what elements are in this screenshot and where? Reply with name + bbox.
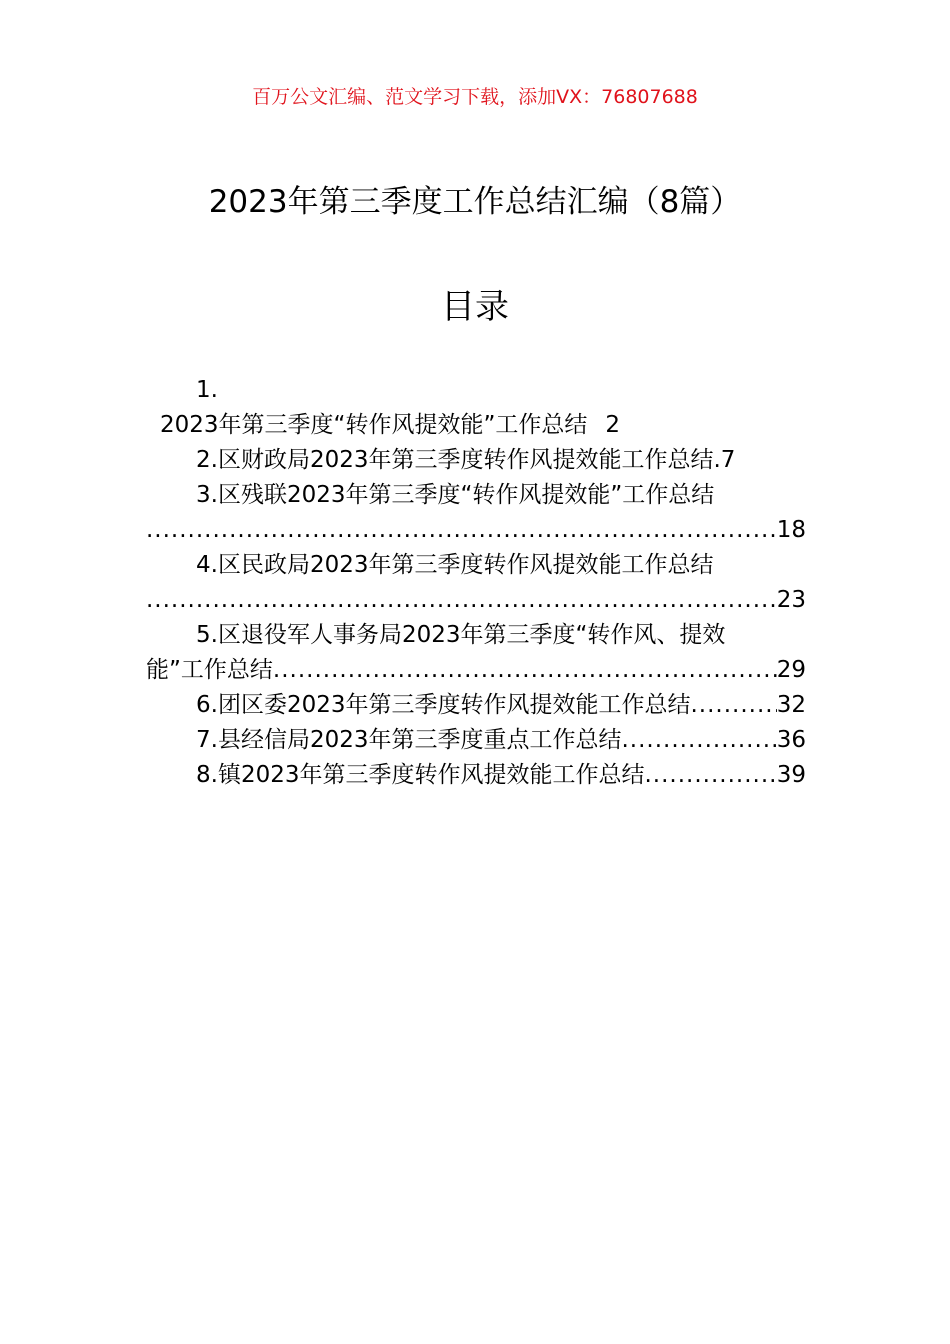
toc-entry-1-text: 2023年第三季度“转作风提效能”工作总结 [160,412,588,438]
download-banner [0,84,950,110]
toc-entry-4[interactable]: 4.区民政局2023年第三季度转作风提效能工作总结 [196,552,714,578]
toc-leader: . [713,447,721,473]
toc-entry-2[interactable] [196,444,735,476]
toc-leader [621,724,776,756]
toc-entry-5-leader-row[interactable] [146,654,806,686]
document-title: 2023年第三季度工作总结汇编（8篇） [208,184,742,220]
toc-entry-2-text: 2.区财政局2023年第三季度转作风提效能工作总结 [196,447,714,473]
toc-entry-1-title[interactable] [160,409,620,441]
toc-entry-4-page: 23 [776,587,806,613]
toc-leader [690,689,776,721]
toc-entry-8-text: 8.镇2023年第三季度转作风提效能工作总结 [196,762,645,788]
toc-entry-3[interactable]: 3.区残联2023年第三季度“转作风提效能”工作总结 [196,482,715,508]
toc-entry-5-text-cont: 能”工作总结 [146,657,273,683]
toc-entry-6[interactable] [196,689,806,721]
toc-entry-3-page: 18 [776,517,806,543]
toc-heading: 目录 [441,287,509,327]
toc-leader [146,584,777,616]
toc-entry-5[interactable]: 5.区退役军人事务局2023年第三季度“转作风、提效 [196,622,726,648]
toc-entry-6-page: 32 [776,692,806,718]
toc-entry-1-page: 2 [605,412,621,438]
toc-entry-6-text: 6.团区委2023年第三季度转作风提效能工作总结 [196,692,691,718]
toc-entry-7-page: 36 [776,727,806,753]
toc-entry-2-page: 7 [720,447,736,473]
toc-leader [273,654,777,686]
toc-leader [644,759,776,791]
toc-entry-7-text: 7.县经信局2023年第三季度重点工作总结 [196,727,622,753]
toc-entry-1-number[interactable]: 1. [196,377,218,403]
toc-entry-3-leader-row[interactable] [146,514,806,546]
toc-entry-8[interactable] [196,759,806,791]
toc-entry-7[interactable] [196,724,806,756]
toc-entry-4-leader-row[interactable] [146,584,806,616]
toc-entry-5-page: 29 [776,657,806,683]
banner-text: 百万公文汇编、范文学习下载，添加VX：76807688 [252,86,698,108]
toc-entry-8-page: 39 [776,762,806,788]
toc-leader [146,514,777,546]
